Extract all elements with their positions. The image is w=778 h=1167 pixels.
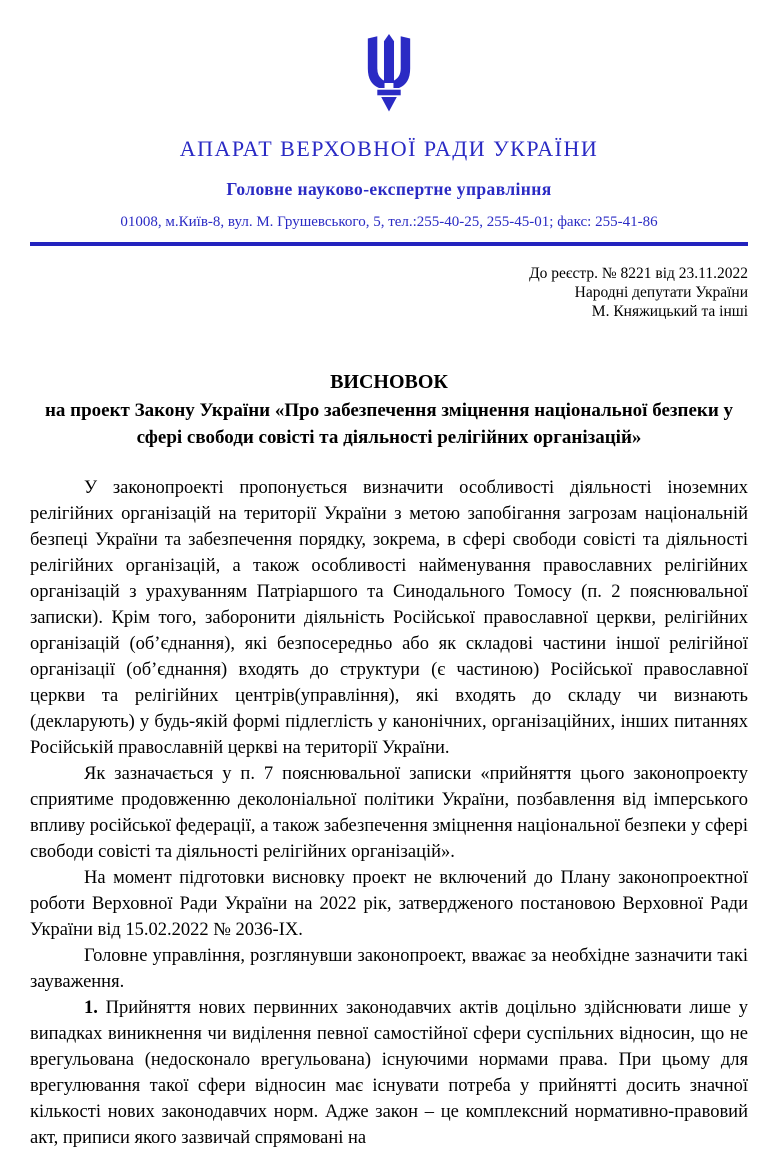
department-name: Головне науково-експертне управління xyxy=(226,179,552,199)
document-subject: на проект Закону України «Про забезпечення зміцнення національної безпеки у сфері свободи совісті та діяльності релігійних організацій» xyxy=(44,400,734,448)
paragraph-text: Головне управління, розглянувши законопроект, вважає за необхідне зазначити такі зауваження. xyxy=(30,946,748,992)
body-paragraph xyxy=(30,865,748,943)
ukraine-trident-icon xyxy=(361,34,417,112)
registration-line: Народні депутати України xyxy=(574,284,748,301)
org-name: АПАРАТ ВЕРХОВНОЇ РАДИ УКРАЇНИ xyxy=(179,136,599,161)
paragraph-text: Як зазначається у п. 7 пояснювальної записки «прийняття цього законопроекту сприятиме продовженню деколоніальної політики України, позбавлення від імперського впливу російської федерації, а також забезпечення зміцнення національної безпеки у сфері свободи совісті та діяльності релігійних організацій». xyxy=(30,764,748,862)
body-paragraph xyxy=(30,943,748,995)
paragraph-number: 1. xyxy=(84,998,98,1018)
emblem-container xyxy=(30,28,748,112)
body-paragraph xyxy=(30,995,748,1151)
registration-block xyxy=(30,264,748,321)
registration-line: М. Княжицький та інші xyxy=(591,303,748,320)
divider-rule xyxy=(30,242,748,246)
paragraph-text: У законопроекті пропонується визначити особливості діяльності іноземних релігійних організацій на території України з метою запобігання загрозам національній безпеці України та забезпечення порядку, зокрема, в сфері свободи совісті та діяльності релігійних організацій, а також особливості найменування православних релігійних організацій з урахуванням Патріаршого та Синодального Томосу (п. 2 пояснювальної записки). Крім того, заборонити діяльність Російської православної церкви, релігійних організацій (об’єднання), які безпосередньо або як складові частини іншої релігійної організації (об’єднання) входять до структури (є частиною) Російської православної церкви та релігійних центрів(управління), які входять до складу чи визнають (декларують) у будь-якій формі підлеглість у канонічних, організаційних, інших питаннях Російській православній церкві на території України. xyxy=(30,478,748,758)
body-paragraph xyxy=(30,761,748,865)
registration-line: До реєстр. № 8221 від 23.11.2022 xyxy=(529,265,748,282)
address-line: 01008, м.Київ-8, вул. М. Грушевського, 5, тел.:255-40-25, 255-45-01; факс: 255-41-86 xyxy=(120,214,658,230)
paragraph-text: Прийняття нових первинних законодавчих актів доцільно здійснювати лише у випадках виникнення чи виділення певної самостійної сфери суспільних відносин, що не врегульована (недосконало врегульована) існуючими нормами права. При цьому для врегулювання такої сфери відносин має існувати потреба у прийнятті досить значної кількості нових законодавчих норм. Адже закон – це комплексний нормативно-правовий акт, приписи якого зазвичай спрямовані на xyxy=(30,998,748,1148)
document-title: ВИСНОВОК xyxy=(330,371,448,393)
body-paragraph xyxy=(30,475,748,761)
paragraph-text: На момент підготовки висновку проект не включений до Плану законопроектної роботи Верховної Ради України на 2022 рік, затвердженого постановою Верховної Ради України від 15.02.2022 № 2036-IX. xyxy=(30,868,748,940)
document-body xyxy=(30,475,748,1151)
